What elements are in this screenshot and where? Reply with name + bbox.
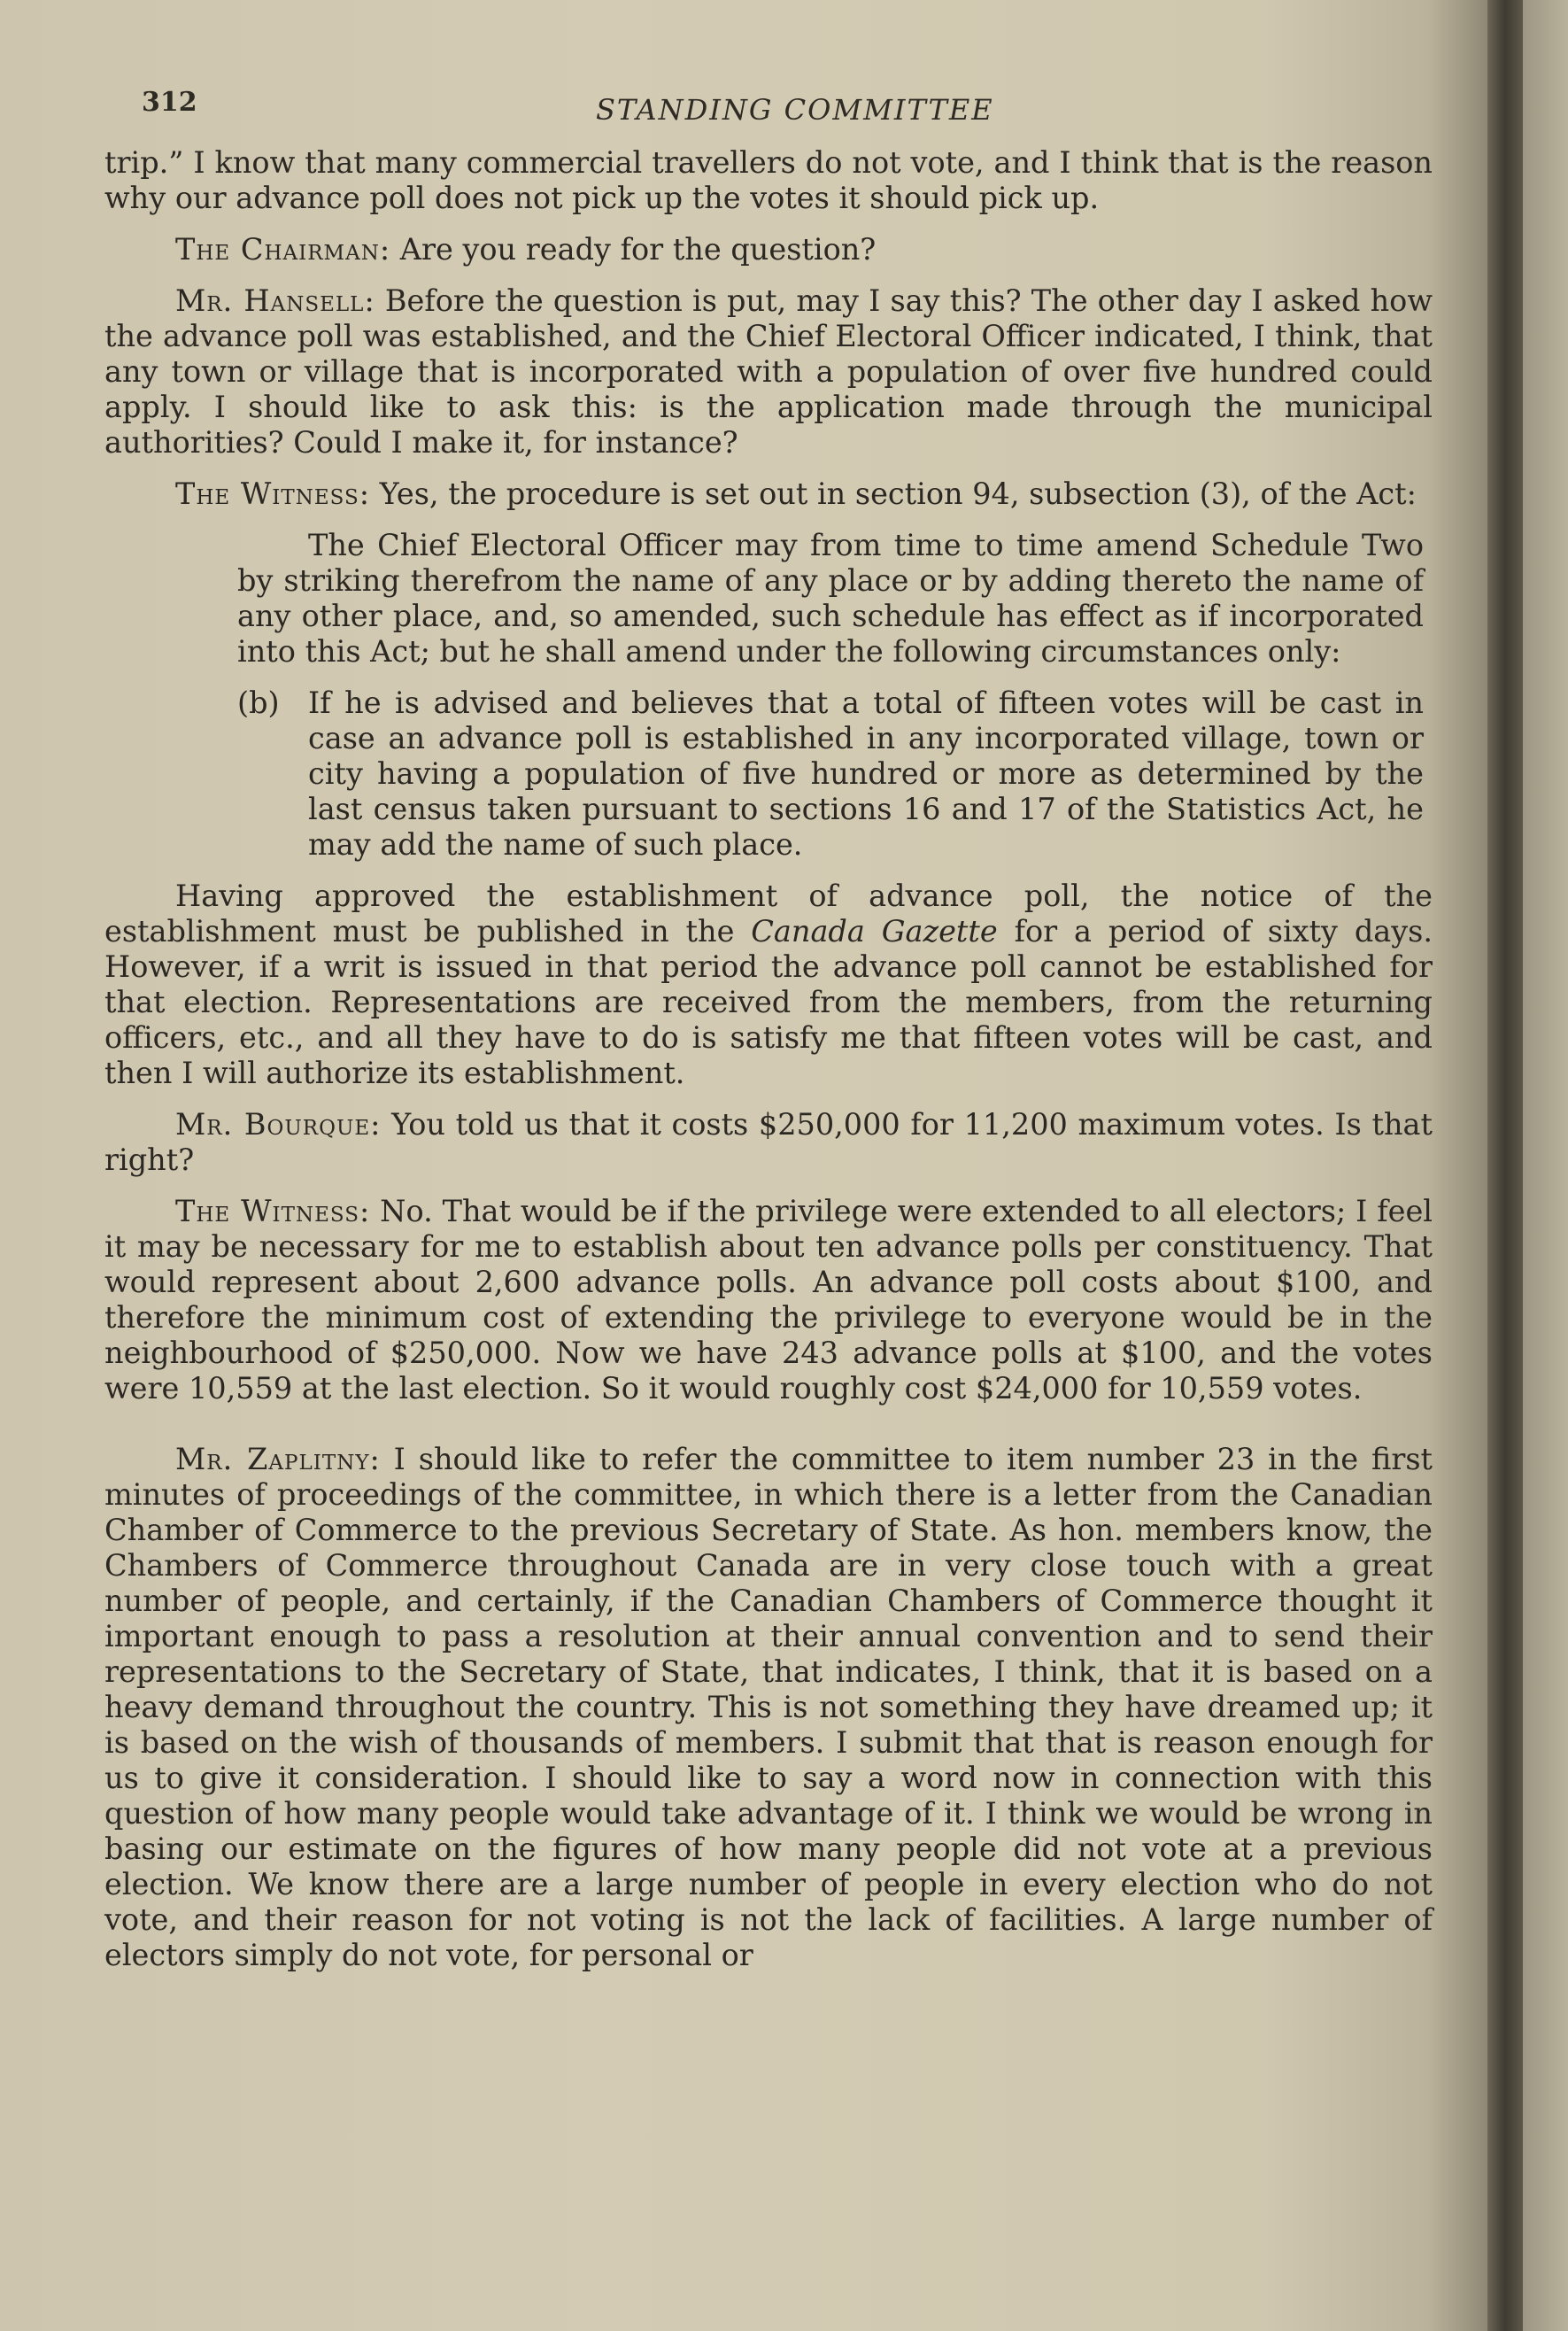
speaker-name: Mr. Bourque: bbox=[175, 1107, 382, 1142]
paragraph-chairman bbox=[104, 232, 1433, 267]
running-head: STANDING COMMITTEE bbox=[596, 93, 994, 127]
speech-text: No. That would be if the privilege were extended to all electors; I feel it may be necessary for me to establish about ten advance polls per constituency. That would represent about 2,600 advance polls. An advance poll costs about $100, and therefore the minimum cost of extending the privilege to everyone would be in the neighbourhood of $250,000. Now we have 243 advance polls at $100, and the votes were 10,559 at the last election. So it would roughly cost $24,000 for 10,559 votes. bbox=[104, 1194, 1433, 1406]
book-gutter bbox=[1487, 0, 1523, 2331]
page-number: 312 bbox=[142, 87, 197, 118]
text-after: for a period of sixty days. However, if a writ is issued in that period the advance poll cannot be established for that election. Representations are received from the members, from the returning officers, etc., and all they have to do is satisfy me that fifteen votes will be cast, and then I will authorize its establishment. bbox=[104, 914, 1433, 1090]
speaker-name: Mr. Hansell: bbox=[175, 283, 375, 318]
statute-quote: The Chief Electoral Officer may from time to time amend Schedule Two by striking therefrom the name of any place or by adding thereto the name of any other place, and, so amended, such schedule has effect as if incorporated into this Act; but he shall amend under the following circumstances only: bbox=[237, 528, 1424, 669]
paragraph-bourque bbox=[104, 1107, 1433, 1178]
publication-title: Canada Gazette bbox=[751, 914, 998, 949]
speech-text: Yes, the procedure is set out in section 94, subsection (3), of the Act: bbox=[379, 476, 1417, 511]
clause-text: If he is advised and believes that a total of fifteen votes will be cast in case an advance poll is established in any incorporated village, town or city having a population of five hundred or more as determined by the last census taken pursuant to sections 16 and 17 of the Statistics Act, he may add the name of such place. bbox=[308, 685, 1424, 862]
clause-marker: (b) bbox=[237, 685, 280, 720]
paragraph-witness-continued bbox=[104, 879, 1433, 1091]
speaker-name: The Witness: bbox=[175, 476, 371, 511]
paragraph-hansell bbox=[104, 283, 1433, 461]
paragraph-gap bbox=[104, 1422, 1433, 1442]
text-before: Having approved the establishment of advance poll, the notice of the establishment must be published in the bbox=[104, 879, 1433, 949]
speaker-name: Mr. Zaplitny: bbox=[175, 1442, 381, 1476]
speaker-name: The Chairman: bbox=[175, 232, 391, 267]
page-header bbox=[104, 80, 1433, 142]
statute-clause-b bbox=[237, 685, 1424, 863]
speech-text: Before the question is put, may I say this? The other day I asked how the advance poll was established, and the Chief Electoral Officer indicated, I think, that any town or village that is incorporated with a population of over five hundred could apply. I should like to ask this: is the application made through the municipal authorities? Could I make it, for instance? bbox=[104, 283, 1433, 460]
speech-text: Are you ready for the question? bbox=[399, 232, 877, 267]
speech-text: You told us that it costs $250,000 for 11,200 maximum votes. Is that right? bbox=[104, 1107, 1433, 1177]
paragraph-witness-1 bbox=[104, 476, 1433, 512]
speech-text: I should like to refer the committee to item number 23 in the first minutes of proceedings of the committee, in which there is a letter from the Canadian Chamber of Commerce to the previous Secretary of State. As hon. members know, the Chambers of Commerce throughout Canada are in very close touch with a great number of people, and certainly, if the Canadian Chambers of Commerce thought it important enough to pass a resolution at their annual convention and to send their representations to the Secretary of State, that indicates, I think, that it is based on a heavy demand throughout the country. This is not something they have dreamed up; it is based on the wish of thousands of members. I submit that that is reason enough for us to give it consideration. I should like to say a word now in connection with this question of how many people would take advantage of it. I think we would be wrong in basing our estimate on the figures of how many people did not vote at a previous election. We know there are a large number of people in every election who do not vote, and their reason for not voting is not the lack of facilities. A large number of electors simply do not vote, for personal or bbox=[104, 1442, 1433, 1972]
facing-page-edge bbox=[1523, 0, 1568, 2331]
paragraph-continued: trip.” I know that many commercial travellers do not vote, and I think that is the reason why our advance poll does not pick up the votes it should pick up. bbox=[104, 145, 1433, 215]
paragraph-zaplitny bbox=[104, 1442, 1433, 1973]
paragraph-witness-2 bbox=[104, 1194, 1433, 1406]
speaker-name: The Witness: bbox=[175, 1194, 371, 1228]
page-content bbox=[104, 80, 1433, 1989]
